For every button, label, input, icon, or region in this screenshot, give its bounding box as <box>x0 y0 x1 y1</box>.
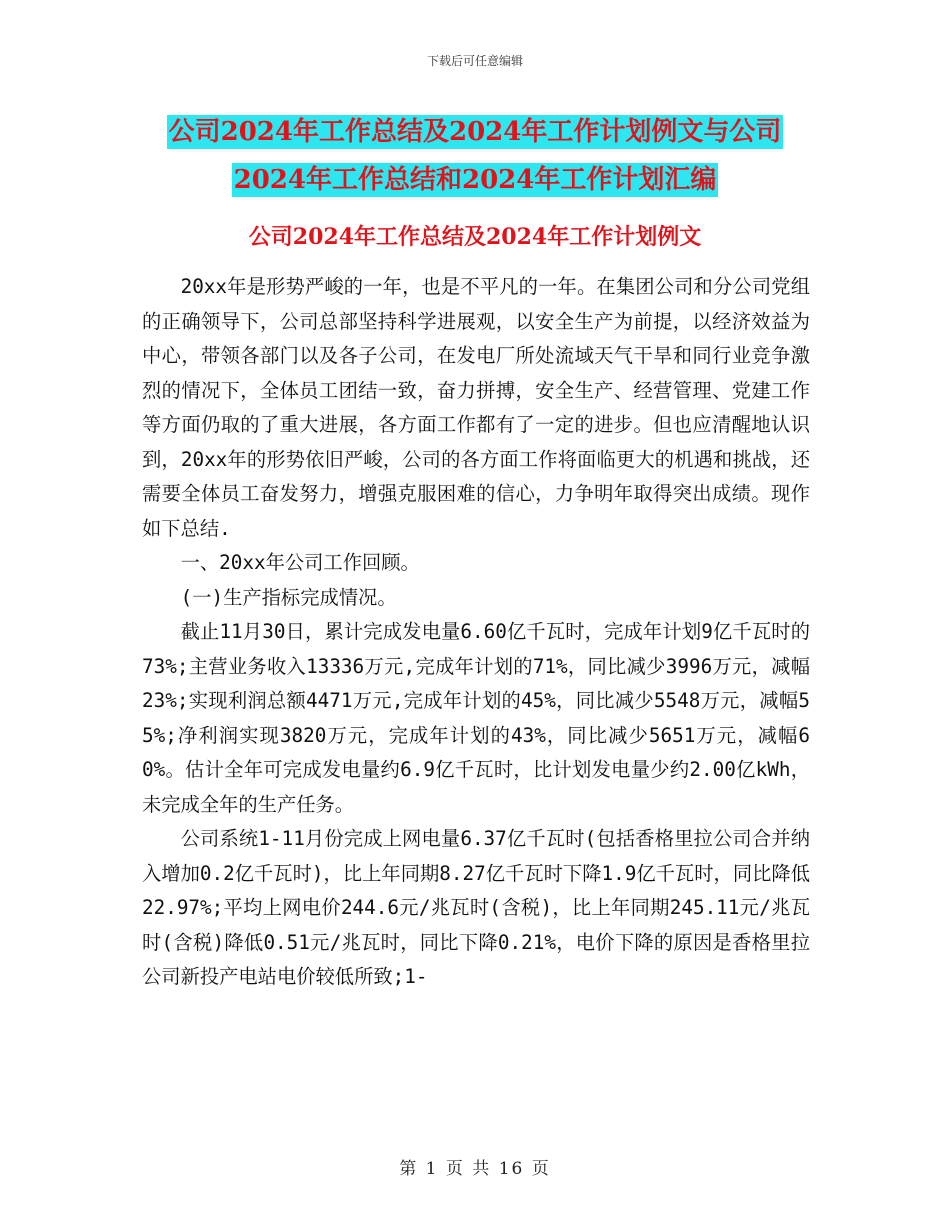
paragraph-grid-power: 公司系统1-11月份完成上网电量6.37亿千瓦时(包括香格里拉公司合并纳入增加0.2亿千瓦时)，比上年同期8.27亿千瓦时下降1.9亿千瓦时，同比降低22.97%;平均上网电价244.6元/兆瓦时(含税)，比上年同期245.11元/兆瓦时(含税)降低0.51元/兆瓦时，同比下降0.21%，电价下降的原因是香格里拉公司新投产电站电价较低所致;1- <box>142 827 810 988</box>
header-note: 下载后可任意编辑 <box>426 54 523 68</box>
paragraph-heading-review: 一、20xx年公司工作回顾。 <box>180 551 420 574</box>
body-text <box>142 270 810 995</box>
title-line-1: 公司2024年工作总结及2024年工作计划例文与公司 <box>168 117 782 147</box>
paragraph-production-figures: 截止11月30日，累计完成发电量6.60亿千瓦时，完成年计划9亿千瓦时的73%;主营业务收入13336万元,完成年计划的71%，同比减少3996万元，减幅23%;实现利润总额4471万元,完成年计划的45%，同比减少5548万元，减幅55%;净利润实现3820万元，完成年计划的43%，同比减少5651万元，减幅60%。估计全年可完成发电量约6.9亿千瓦时，比计划发电量少约2.00亿kWh，未完成全年的生产任务。 <box>142 620 810 816</box>
document-title <box>0 108 950 204</box>
page-footer: 第 1 页 共 16 页 <box>399 1159 551 1179</box>
paragraph-heading-production: (一)生产指标完成情况。 <box>180 585 397 609</box>
section-title: 公司2024年工作总结及2024年工作计划例文 <box>248 224 702 250</box>
title-line-2: 2024年工作总结和2024年工作计划汇编 <box>233 165 717 195</box>
paragraph-intro: 20xx年是形势严峻的一年，也是不平凡的一年。在集团公司和分公司党组的正确领导下，公司总部坚持科学进展观，以安全生产为前提，以经济效益为中心，带领各部门以及各子公司，在发电厂所处流域天气干旱和同行业竞争激烈的情况下，全体员工团结一致，奋力拼搏，安全生产、经营管理、党建工作等方面仍取的了重大进展，各方面工作都有了一定的进步。但也应清醒地认识到，20xx年的形势依旧严峻，公司的各方面工作将面临更大的机遇和挑战，还需要全体员工奋发努力，增强克服困难的信心，力争明年取得突出成绩。现作如下总结. <box>142 275 810 540</box>
